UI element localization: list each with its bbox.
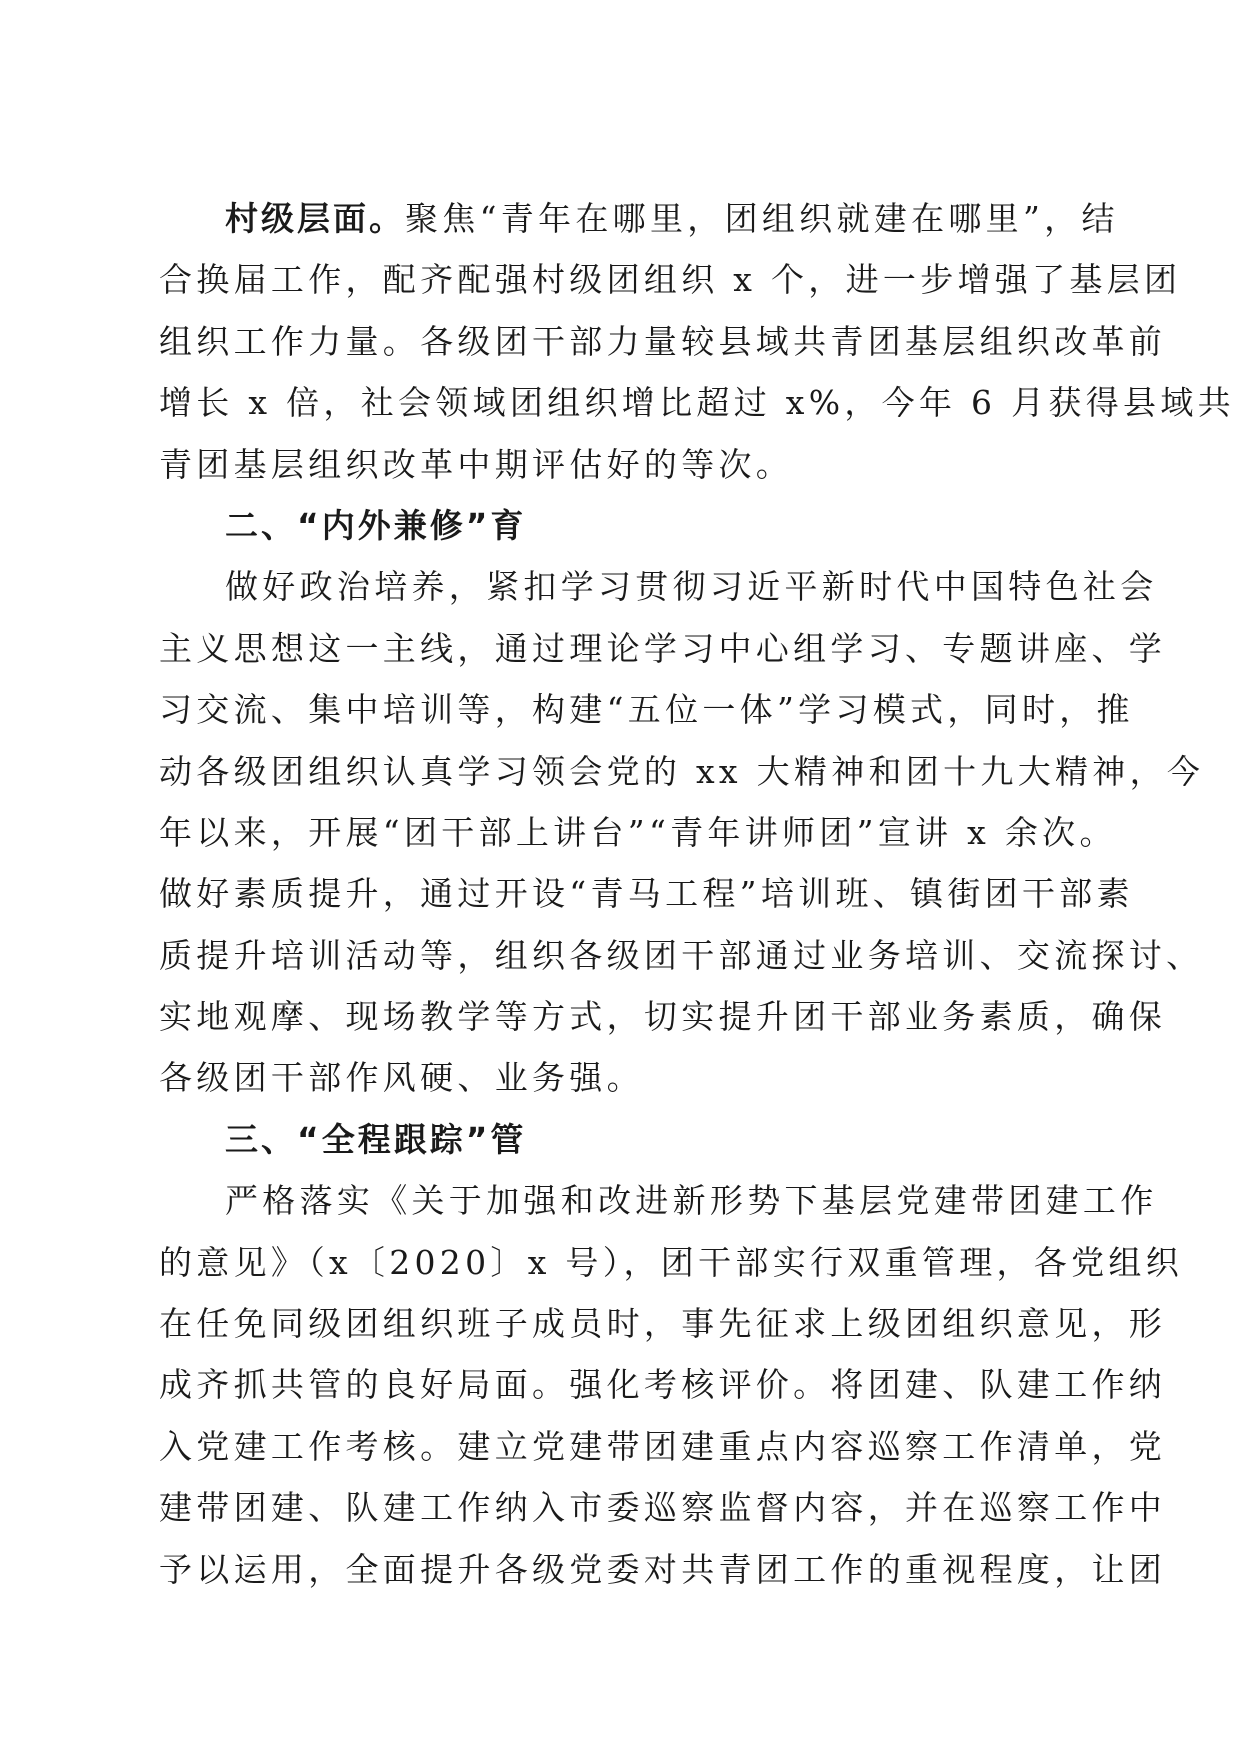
- paragraph-line: 质提升培训活动等，组织各级团干部通过业务培训、交流探讨、: [159, 935, 1204, 975]
- paragraph-line: 予以运用，全面提升各级党委对共青团工作的重视程度，让团: [159, 1549, 1167, 1589]
- paragraph-line: 年以来，开展“团干部上讲台”“青年讲师团”宣讲 x 余次。: [159, 812, 1117, 852]
- paragraph-line: 增长 x 倍，社会领域团组织增比超过 x%，今年 6 月获得县域共: [159, 383, 1235, 423]
- paragraph-line: 习交流、集中培训等，构建“五位一体”学习模式，同时，推: [159, 690, 1134, 730]
- paragraph-line: 实地观摩、现场教学等方式，切实提升团干部业务素质，确保: [159, 997, 1167, 1037]
- paragraph-lead: 村级层面。: [225, 199, 405, 238]
- paragraph-line: 入党建工作考核。建立党建带团建重点内容巡察工作清单，党: [159, 1426, 1167, 1466]
- paragraph-line: 在任免同级团组织班子成员时，事先征求上级团组织意见，形: [159, 1304, 1167, 1344]
- paragraph-text: 聚焦“青年在哪里，团组织就建在哪里”，结: [405, 199, 1119, 238]
- section-heading: 三、“全程跟踪”管: [225, 1119, 527, 1159]
- section-heading: 二、“内外兼修”育: [225, 505, 527, 545]
- paragraph-line: 合换届工作，配齐配强村级团组织 x 个，进一步增强了基层团: [159, 260, 1182, 300]
- paragraph-line: 成齐抓共管的良好局面。强化考核评价。将团建、队建工作纳: [159, 1365, 1167, 1405]
- document-body: [159, 188, 1235, 1600]
- paragraph-line: 做好素质提升，通过开设“青马工程”培训班、镇街团干部素: [159, 874, 1134, 914]
- paragraph-line: 动各级团组织认真学习领会党的 xx 大精神和团十九大精神，今: [159, 751, 1205, 791]
- paragraph-line: [159, 188, 1119, 249]
- paragraph-line: 主义思想这一主线，通过理论学习中心组学习、专题讲座、学: [159, 628, 1167, 668]
- paragraph-line: 青团基层组织改革中期评估好的等次。: [159, 444, 794, 484]
- paragraph-line: 严格落实《关于加强和改进新形势下基层党建带团建工作: [225, 1181, 1158, 1221]
- paragraph-line: 组织工作力量。各级团干部力量较县域共青团基层组织改革前: [159, 321, 1167, 361]
- paragraph-line: 的意见》（x〔2020〕x 号），团干部实行双重管理，各党组织: [159, 1242, 1183, 1282]
- paragraph-line: 做好政治培养，紧扣学习贯彻习近平新时代中国特色社会: [225, 567, 1158, 607]
- paragraph-line: 各级团干部作风硬、业务强。: [159, 1058, 644, 1098]
- paragraph-line: 建带团建、队建工作纳入市委巡察监督内容，并在巡察工作中: [159, 1488, 1167, 1528]
